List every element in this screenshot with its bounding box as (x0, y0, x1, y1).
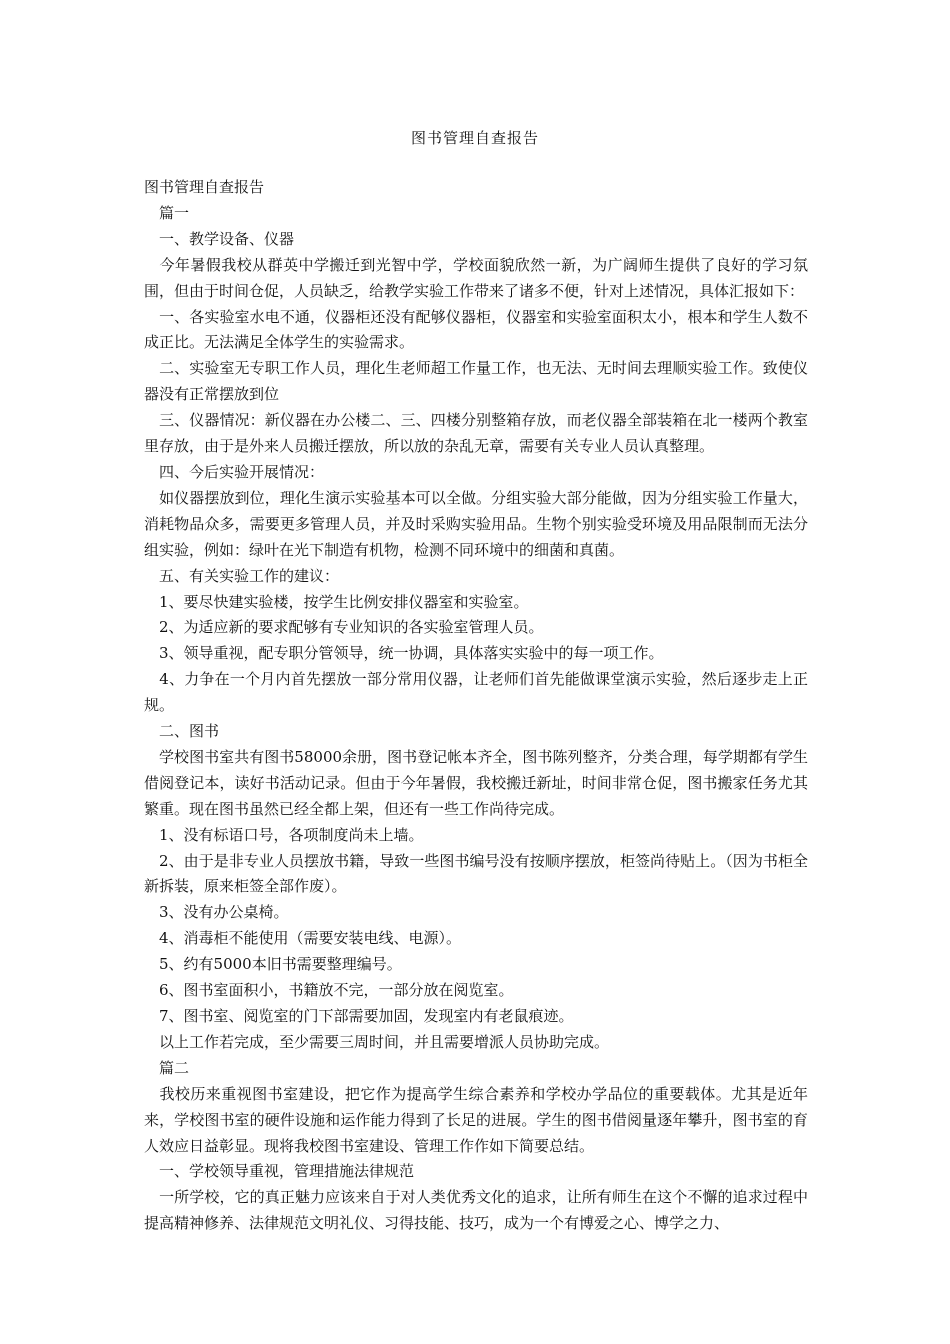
paragraph: 今年暑假我校从群英中学搬迁到光智中学，学校面貌欣然一新，为广阔师生提供了良好的学习氛围，但由于时间仓促，人员缺乏，给教学实验工作带来了诸多不便，针对上述情况，具体汇报如下： (144, 255, 808, 300)
paragraph: 如仪器摆放到位，理化生演示实验基本可以全做。分组实验大部分能做，因为分组实验工作量大，消耗物品众多，需要更多管理人员，并及时采购实验用品。生物个别实验受环境及用品限制而无法分组实验，例如：绿叶在光下制造有机物，检测不同环境中的细菌和真菌。 (144, 488, 808, 559)
paragraph: 4、力争在一个月内首先摆放一部分常用仪器，让老师们首先能做课堂演示实验，然后逐步走上正规。 (144, 670, 808, 715)
paragraph: 一、教学设备、仪器 (144, 229, 295, 248)
paragraph: 一、各实验室水电不通，仪器柜还没有配够仪器柜，仪器室和实验室面积太小，根本和学生人数不成正比。无法满足全体学生的实验需求。 (144, 307, 808, 352)
paragraph: 学校图书室共有图书58000余册，图书登记帐本齐全，图书陈列整齐，分类合理，每学期都有学生借阅登记本，读好书活动记录。但由于今年暑假，我校搬迁新址，时间非常仓促，图书搬家任务尤其繁重。现在图书虽然已经全都上架，但还有一些工作尚待完成。 (144, 747, 808, 818)
paragraph: 二、实验室无专职工作人员，理化生老师超工作量工作，也无法、无时间去理顺实验工作。致使仪器没有正常摆放到位 (144, 359, 808, 404)
page-title: 图书管理自查报告 (410, 129, 539, 147)
paragraph: 以上工作若完成，至少需要三周时间，并且需要增派人员协助完成。 (144, 1032, 610, 1051)
document-subtitle: 图书管理自查报告 (144, 178, 265, 196)
paragraph: 2、由于是非专业人员摆放书籍，导致一些图书编号没有按顺序摆放，柜签尚待贴上。（因为书柜全新拆装，原来柜签全部作废）。 (144, 851, 808, 896)
paragraph: 1、要尽快建实验楼，按学生比例安排仪器室和实验室。 (144, 592, 529, 611)
paragraph: 4、消毒柜不能使用（需要安装电线、电源）。 (144, 929, 462, 948)
paragraph: 三、仪器情况：新仪器在办公楼二、三、四楼分别整箱存放，而老仪器全部装箱在北一楼两个教室里存放，由于是外来人员搬迁摆放，所以放的杂乱无章，需要有关专业人员认真整理。 (144, 411, 808, 456)
paragraph: 篇一 (144, 203, 190, 222)
paragraph: 四、今后实验开展情况： (144, 462, 325, 481)
paragraph: 3、领导重视，配专职分管领导，统一协调，具体落实实验中的每一项工作。 (144, 644, 664, 663)
paragraph: 一所学校，它的真正魅力应该来自于对人类优秀文化的追求，让所有师生在这个不懈的追求过程中提高精神修养、法律规范文明礼仪、习得技能、技巧，成为一个有博爱之心、博学之力、 (144, 1188, 808, 1233)
paragraph: 7、图书室、阅览室的门下部需要加固，发现室内有老鼠痕迹。 (144, 1007, 574, 1025)
paragraph: 二、图书 (144, 722, 220, 741)
paragraph: 2、为适应新的要求配够有专业知识的各实验室管理人员。 (144, 618, 544, 637)
paragraph: 5、约有5000本旧书需要整理编号。 (144, 955, 402, 974)
paragraph: 6、图书室面积小，书籍放不完，一部分放在阅览室。 (144, 981, 514, 1000)
paragraph: 我校历来重视图书室建设，把它作为提高学生综合素养和学校办学品位的重要载体。尤其是近年来，学校图书室的硬件设施和运作能力得到了长足的进展。学生的图书借阅量逐年攀升，图书室的育人效应日益彰显。现将我校图书室建设、管理工作作如下简要总结。 (144, 1084, 808, 1155)
paragraph: 篇二 (144, 1058, 190, 1077)
paragraph: 1、没有标语口号，各项制度尚未上墙。 (144, 825, 424, 844)
paragraph: 五、有关实验工作的建议： (144, 566, 340, 585)
document-body (144, 175, 808, 1237)
paragraph: 一、学校领导重视，管理措施法律规范 (144, 1162, 415, 1181)
paragraph: 3、没有办公桌椅。 (144, 903, 289, 922)
